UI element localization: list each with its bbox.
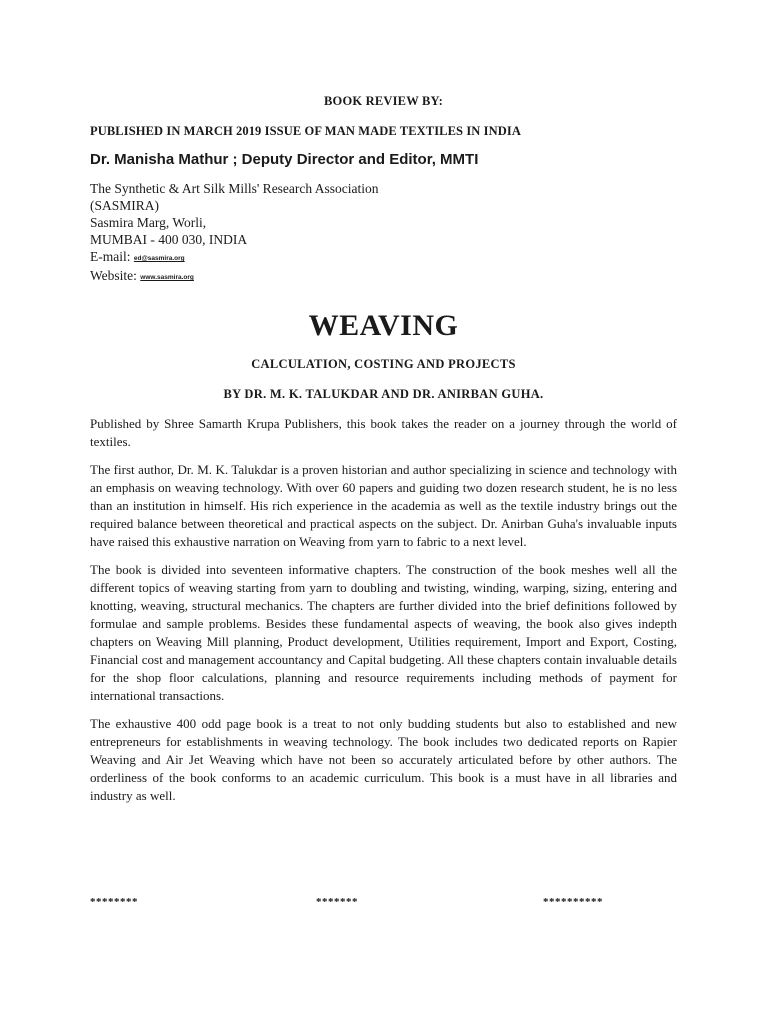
paragraph-conclusion: The exhaustive 400 odd page book is a treat to not only budding students but also to established and new entrepreneurs for establishments in weaving technology. The book includes two dedicated reports on Rapier Weaving and Air Jet Weaving which have not been so accurately articulated before by other authors. The orderliness of the book conforms to an academic curriculum. This book is a must have in all libraries and industry as well. bbox=[90, 716, 677, 803]
organization-abbreviation: (SASMIRA) bbox=[90, 198, 160, 213]
website-link[interactable]: www.sasmira.org bbox=[140, 274, 194, 281]
organization-name: The Synthetic & Art Silk Mills' Research Association bbox=[90, 181, 379, 196]
book-subtitle: CALCULATION, COSTING AND PROJECTS bbox=[251, 357, 516, 371]
email-line bbox=[90, 248, 677, 267]
email-link[interactable]: ed@sasmira.org bbox=[133, 255, 185, 262]
review-by-heading: BOOK REVIEW BY: bbox=[323, 94, 443, 108]
reviewer-name: Dr. Manisha Mathur ; Deputy Director and Editor, MMTI bbox=[90, 151, 479, 168]
paragraph-chapters: The book is divided into seventeen informative chapters. The construction of the book meshes well all the different topics of weaving starting from yarn to doubling and twisting, winding, warping, sizing, entering and knotting, weaving, structural mechanics. The chapters are further divided into the brief definitions followed by formulae and sample problems. Besides these fundamental aspects of weaving, the book also gives indepth chapters on Weaving Mill planning, Product development, Utilities requirement, Import and Export, Costing, Financial cost and management accountancy and Capital budgeting. All these chapters contain invaluable details for the shop floor calculations, planning and resource requirements including methods of payment for international transactions. bbox=[90, 562, 677, 703]
book-title: WEAVING bbox=[308, 309, 459, 342]
book-authors: BY DR. M. K. TALUKDAR AND DR. ANIRBAN GUHA. bbox=[223, 387, 544, 401]
publication-note: PUBLISHED IN MARCH 2019 ISSUE OF MAN MADE TEXTILES IN INDIA bbox=[90, 124, 521, 138]
website-label: Website: bbox=[90, 268, 141, 283]
email-label: E-mail: bbox=[90, 249, 134, 264]
paragraph-authors: The first author, Dr. M. K. Talukdar is a proven historian and author specializing in science and technology with an emphasis on weaving technology. With over 60 papers and guiding two dozen research student, he is no less than an institution in himself. His rich experience in the academia as well as the textile industry brings out the required balance between theoretical and practical aspects on the subject. Dr. Anirban Guha's invaluable inputs have raised this exhaustive narration on Weaving from yarn to fabric to a next level. bbox=[90, 462, 677, 549]
separator-stars-left: ******** bbox=[90, 896, 138, 908]
address-block bbox=[90, 180, 677, 286]
website-line bbox=[90, 267, 677, 286]
street-address: Sasmira Marg, Worli, bbox=[90, 215, 207, 230]
review-document bbox=[90, 94, 677, 815]
separator-stars-right: ********** bbox=[543, 896, 603, 908]
paragraph-intro: Published by Shree Samarth Krupa Publishers, this book takes the reader on a journey through the world of textiles. bbox=[90, 416, 677, 449]
separator-stars-middle: ******* bbox=[316, 896, 358, 908]
city-address: MUMBAI - 400 030, INDIA bbox=[90, 232, 248, 247]
